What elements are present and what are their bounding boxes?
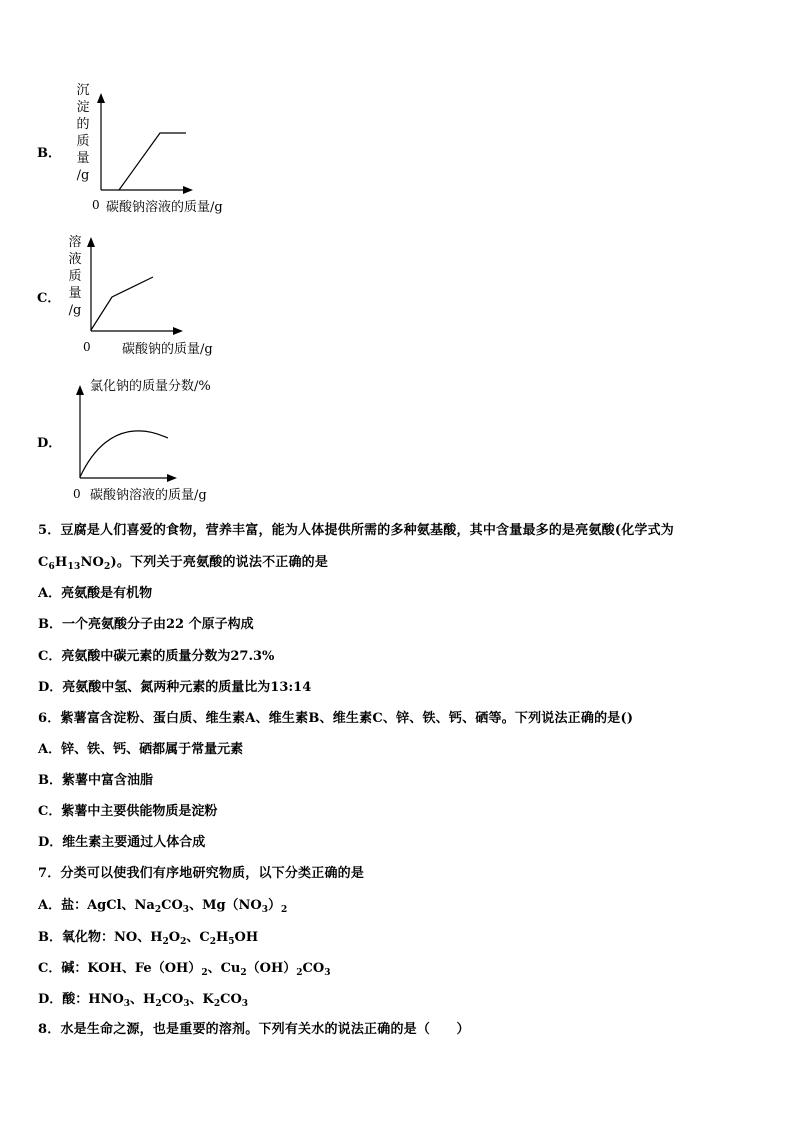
question-6-option-d: D．维生素主要通过人体合成 (38, 835, 206, 850)
figure-c-x-axis-label: 碳酸钠的质量/g (122, 342, 213, 357)
y-label-char: 质 (68, 269, 82, 284)
question-5-stem-line2: $C_6H_{13}NO_2$)。下列关于亮氨酸的说法不正确的是 (38, 555, 329, 572)
question-5-option-c: C．亮氨酸中碳元素的质量分数为27.3% (38, 649, 275, 664)
question-7-option-b: B．氧化物：NO、$H_2O_2$、$C_2H_5OH$ (38, 930, 259, 947)
figure-b-origin: 0 (92, 198, 100, 212)
y-label-char: 量 (76, 151, 90, 166)
figure-c-origin: 0 (83, 340, 91, 354)
y-label-char: 质 (76, 134, 90, 149)
figure-d-label: D． (37, 436, 62, 451)
question-6-stem: 6．紫薯富含淀粉、蛋白质、维生素A、维生素B、维生素C、锌、铁、钙、硒等。下列说法正确的是() (38, 711, 634, 726)
x-axis-arrow (167, 474, 177, 482)
y-label-char: 量 (68, 286, 82, 301)
question-5-stem-line1: 5．豆腐是人们喜爱的食物，营养丰富，能为人体提供所需的多种氨基酸，其中含量最多的是亮氨酸(化学式为 (38, 523, 674, 538)
question-7-option-c: C．碱：KOH、$Fe(OH)_2$、$Cu_2(OH)_2CO_3$ (38, 961, 331, 978)
figure-c-label: C． (37, 291, 61, 306)
question-8-stem: 8．水是生命之源，也是重要的溶剂。下列有关水的说法正确的是（ ） (38, 1022, 470, 1037)
question-6-option-b: B．紫薯中富含油脂 (38, 773, 153, 788)
y-label-char: /g (76, 168, 90, 183)
figure-b-x-axis-label: 碳酸钠溶液的质量/g (106, 200, 223, 215)
y-label-char: 溶 (68, 235, 82, 250)
figure-b-label: B． (37, 146, 61, 161)
question-5-option-b: B．一个亮氨酸分子由22 个原子构成 (38, 617, 254, 632)
question-6-option-a: A．锌、铁、钙、硒都属于常量元素 (38, 742, 244, 757)
y-label-char: 液 (68, 252, 82, 267)
figure-d-x-axis-label: 碳酸钠溶液的质量/g (90, 488, 207, 503)
y-label-char: 淀 (76, 100, 90, 115)
question-7-stem: 7．分类可以使我们有序地研究物质，以下分类正确的是 (38, 866, 365, 881)
figure-d-y-axis-label: 氯化钠的质量分数/% (90, 379, 211, 394)
question-7-option-a: A．盐：AgCl、$Na_2CO_3$、$Mg(NO_3)_2$ (38, 898, 288, 915)
question-7-option-d: D．酸：$HNO_3$、$H_2CO_3$、$K_2CO_3$ (38, 992, 249, 1009)
y-label-char: /g (68, 303, 82, 318)
figure-d-origin: 0 (73, 487, 81, 501)
question-6-option-c: C．紫薯中主要供能物质是淀粉 (38, 804, 218, 819)
y-label-char: 沉 (76, 83, 90, 98)
y-axis-arrow (76, 385, 84, 395)
y-label-char: 的 (76, 117, 90, 132)
question-5-option-a: A．亮氨酸是有机物 (38, 586, 153, 601)
question-5-option-d: D．亮氨酸中氢、氮两种元素的质量比为13:14 (38, 680, 312, 695)
curve (80, 431, 168, 477)
